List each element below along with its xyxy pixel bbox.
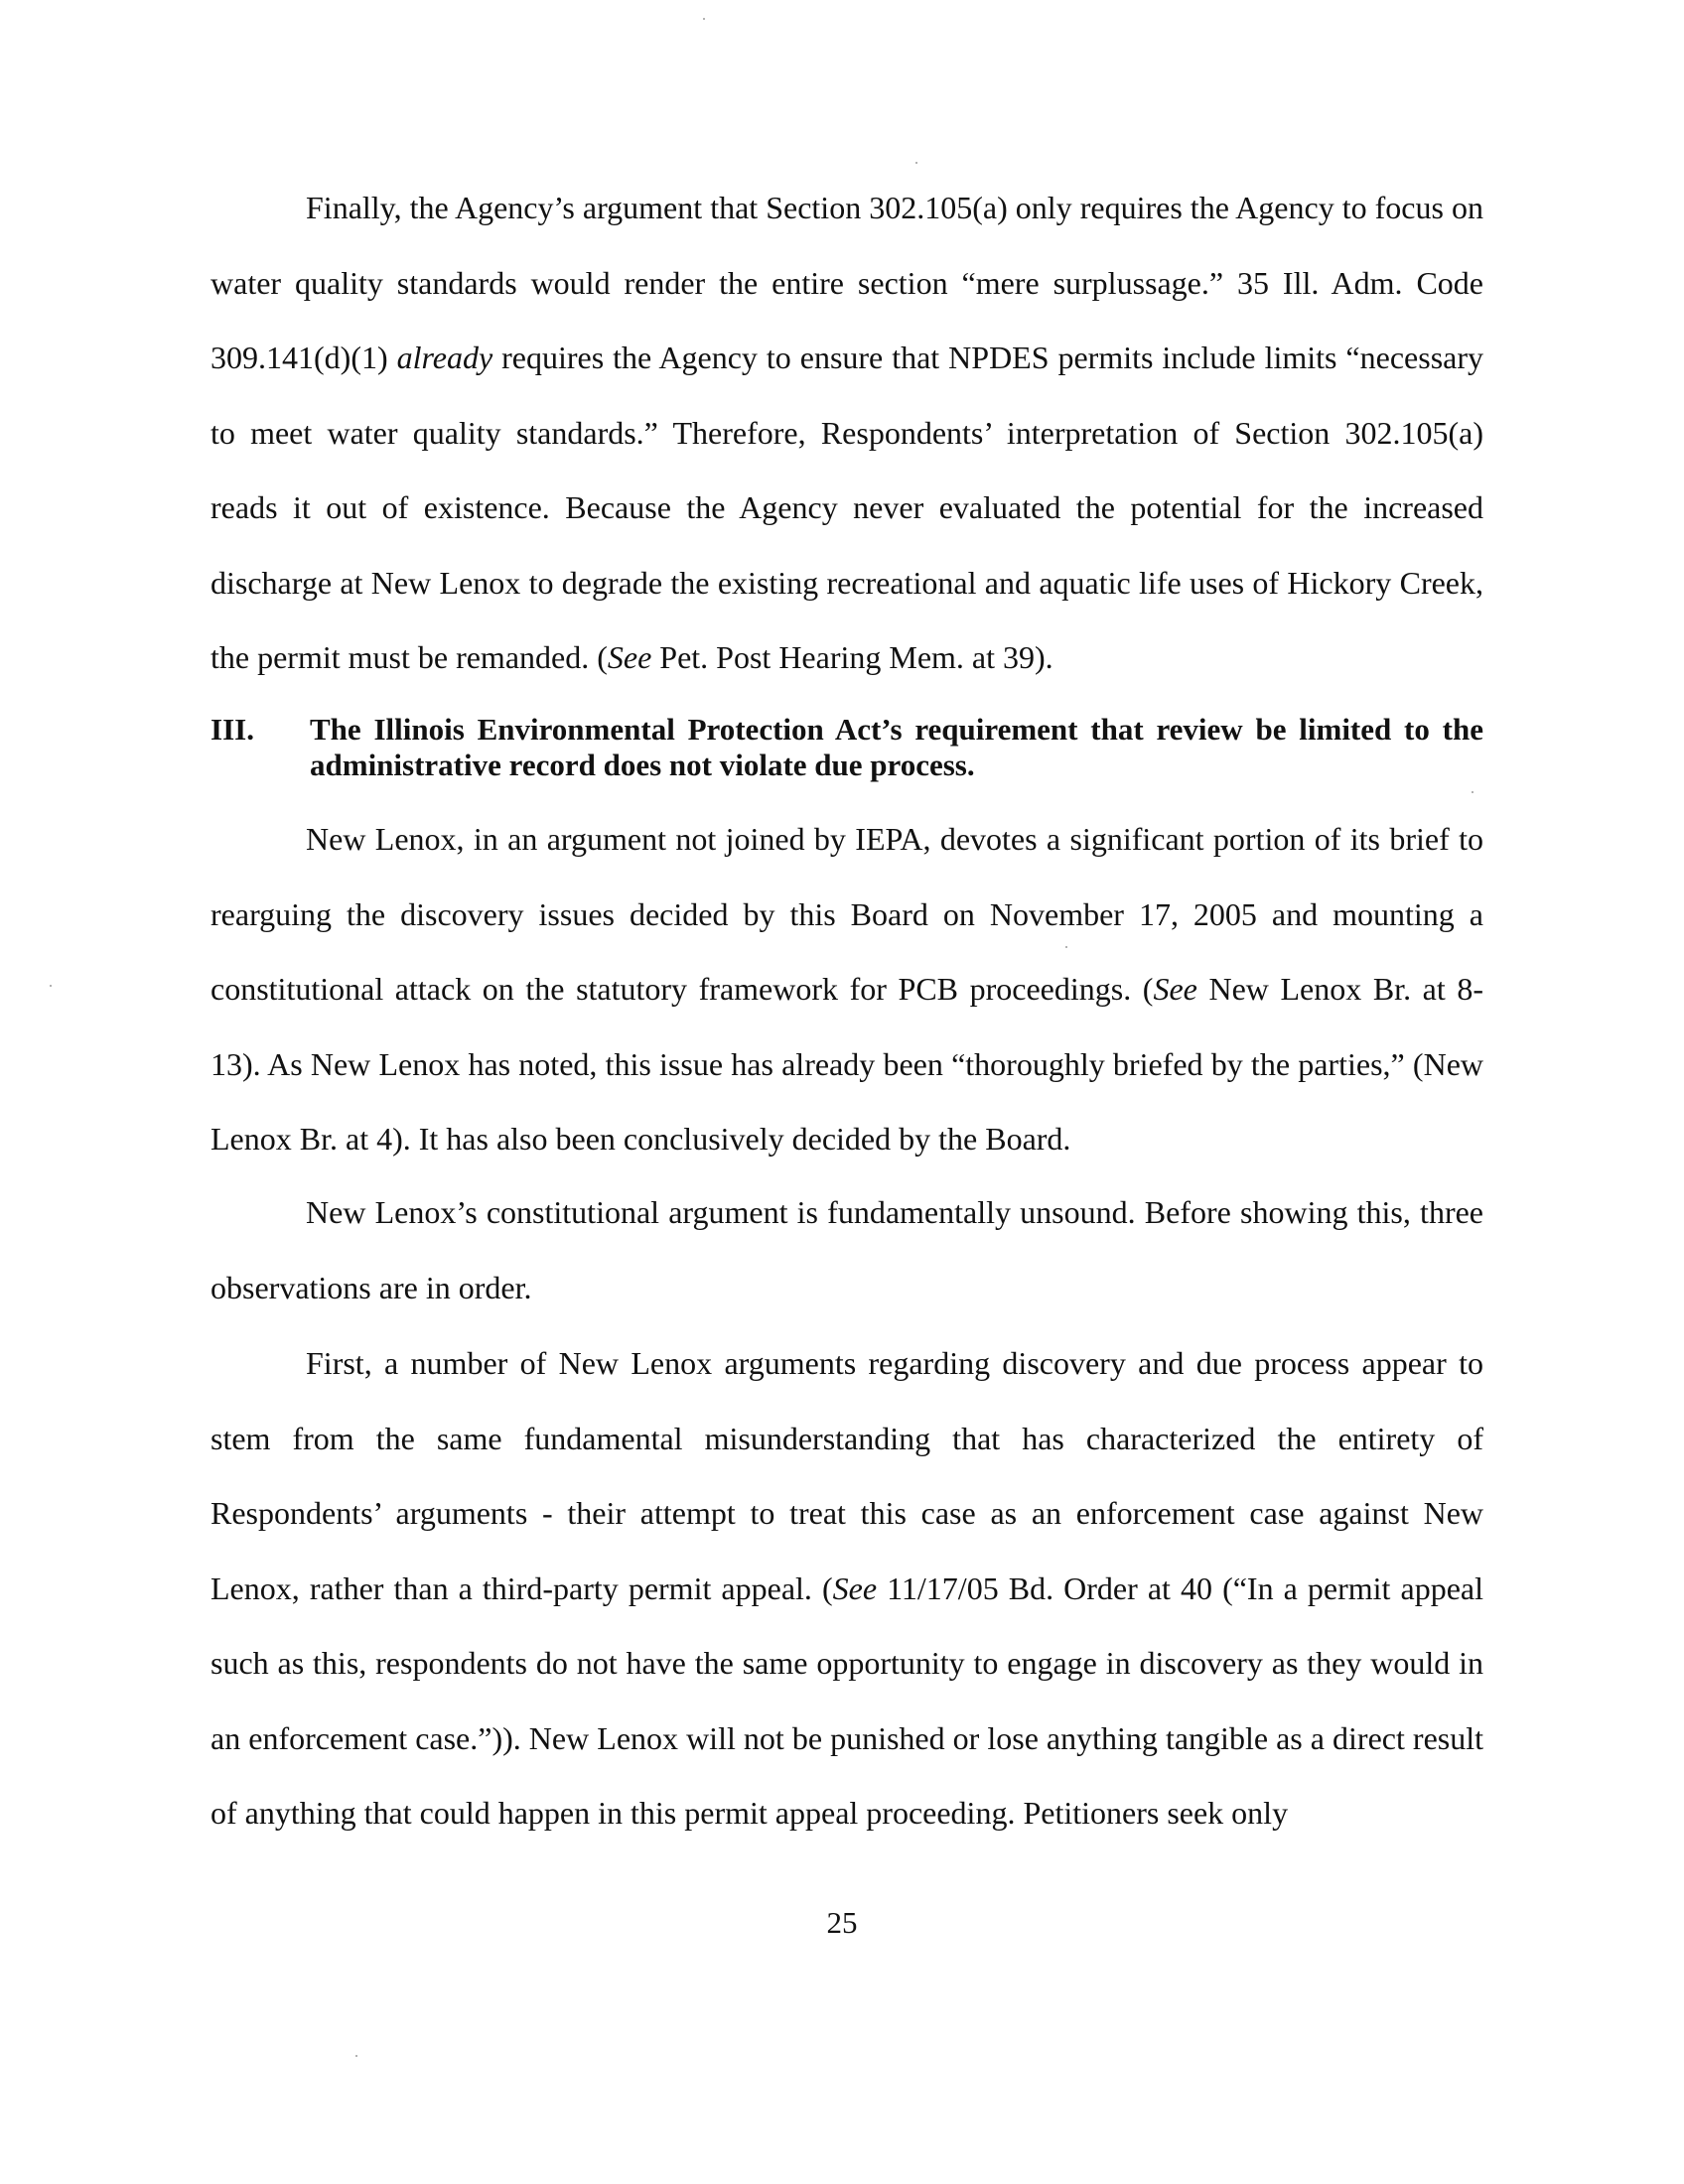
paragraph-text: Pet. Post Hearing Mem. at 39). — [651, 639, 1053, 675]
scan-speck — [1065, 946, 1067, 948]
paragraph-text: New Lenox’s constitutional argument is fundamentally unsound. Before showing this, three observations are in order. — [210, 1194, 1483, 1305]
paragraph-constitutional-argument — [210, 1175, 1483, 1325]
italic-citation-signal: See — [832, 1570, 878, 1606]
page-number: 25 — [826, 1905, 858, 1940]
paragraph-text: Finally, the Agency’s argument that Section 302.105(a) only requires the Agency to focus on water quality standards would render the entire section “mere surplussage.” 35 Ill. Adm. Code 309.141(d)(1) — [210, 190, 1483, 375]
section-title: The Illinois Environmental Protection Act’s requirement that review be limited to the administrative record does not violate due process. — [310, 712, 1483, 782]
paragraph-first-observation — [210, 1326, 1483, 1851]
italic-citation-signal: already — [396, 340, 493, 375]
section-number: III. — [210, 712, 254, 747]
italic-citation-signal: See — [607, 639, 652, 675]
paragraph-text: 11/17/05 Bd. Order at 40 (“In a permit appeal such as this, respondents do not have the same opportunity to engage in discovery as they would in an enforcement case.”)). New Lenox will not be punished or lose anything tangible as a direct result of anything that could happen in this permit appeal proceeding. Petitioners seek only — [210, 1570, 1483, 1831]
scan-speck — [703, 18, 705, 20]
paragraph-text: requires the Agency to ensure that NPDES permits include limits “necessary to meet water quality standards.” Therefore, Respondents’ interpretation of Section 302.105(a) reads it out of existence. Because the Agency never evaluated the potential for the increased discharge at New Lenox to degrade the existing recreational and aquatic life uses of Hickory Creek, the permit must be remanded. ( — [210, 340, 1484, 675]
paragraph-agency-argument — [210, 171, 1483, 696]
section-heading-iii — [210, 712, 1483, 783]
scan-speck — [915, 162, 917, 164]
paragraph-text: First, a number of New Lenox arguments regarding discovery and due process appear to stem from the same fundamental misunderstanding that has characterized the entirety of Respondents’ arguments - their attempt to treat this case as an enforcement case against New Lenox, rather than a third-party permit appeal. ( — [210, 1345, 1483, 1606]
italic-citation-signal: See — [1153, 971, 1197, 1007]
scan-speck — [1472, 791, 1474, 793]
paragraph-new-lenox-discovery — [210, 802, 1483, 1177]
paragraph-text: New Lenox, in an argument not joined by IEPA, devotes a significant portion of its brief to rearguing the discovery issues decided by this Board on November 17, 2005 and mounting a constitutional attack on the statutory framework for PCB proceedings. ( — [210, 821, 1483, 1007]
scan-speck — [50, 985, 52, 987]
scan-speck — [355, 2055, 357, 2057]
paragraph-text: New Lenox Br. at 8-13). As New Lenox has noted, this issue has already been “thoroughly briefed by the parties,” (New Lenox Br. at 4). It has also been conclusively decided by the Board. — [210, 971, 1484, 1157]
